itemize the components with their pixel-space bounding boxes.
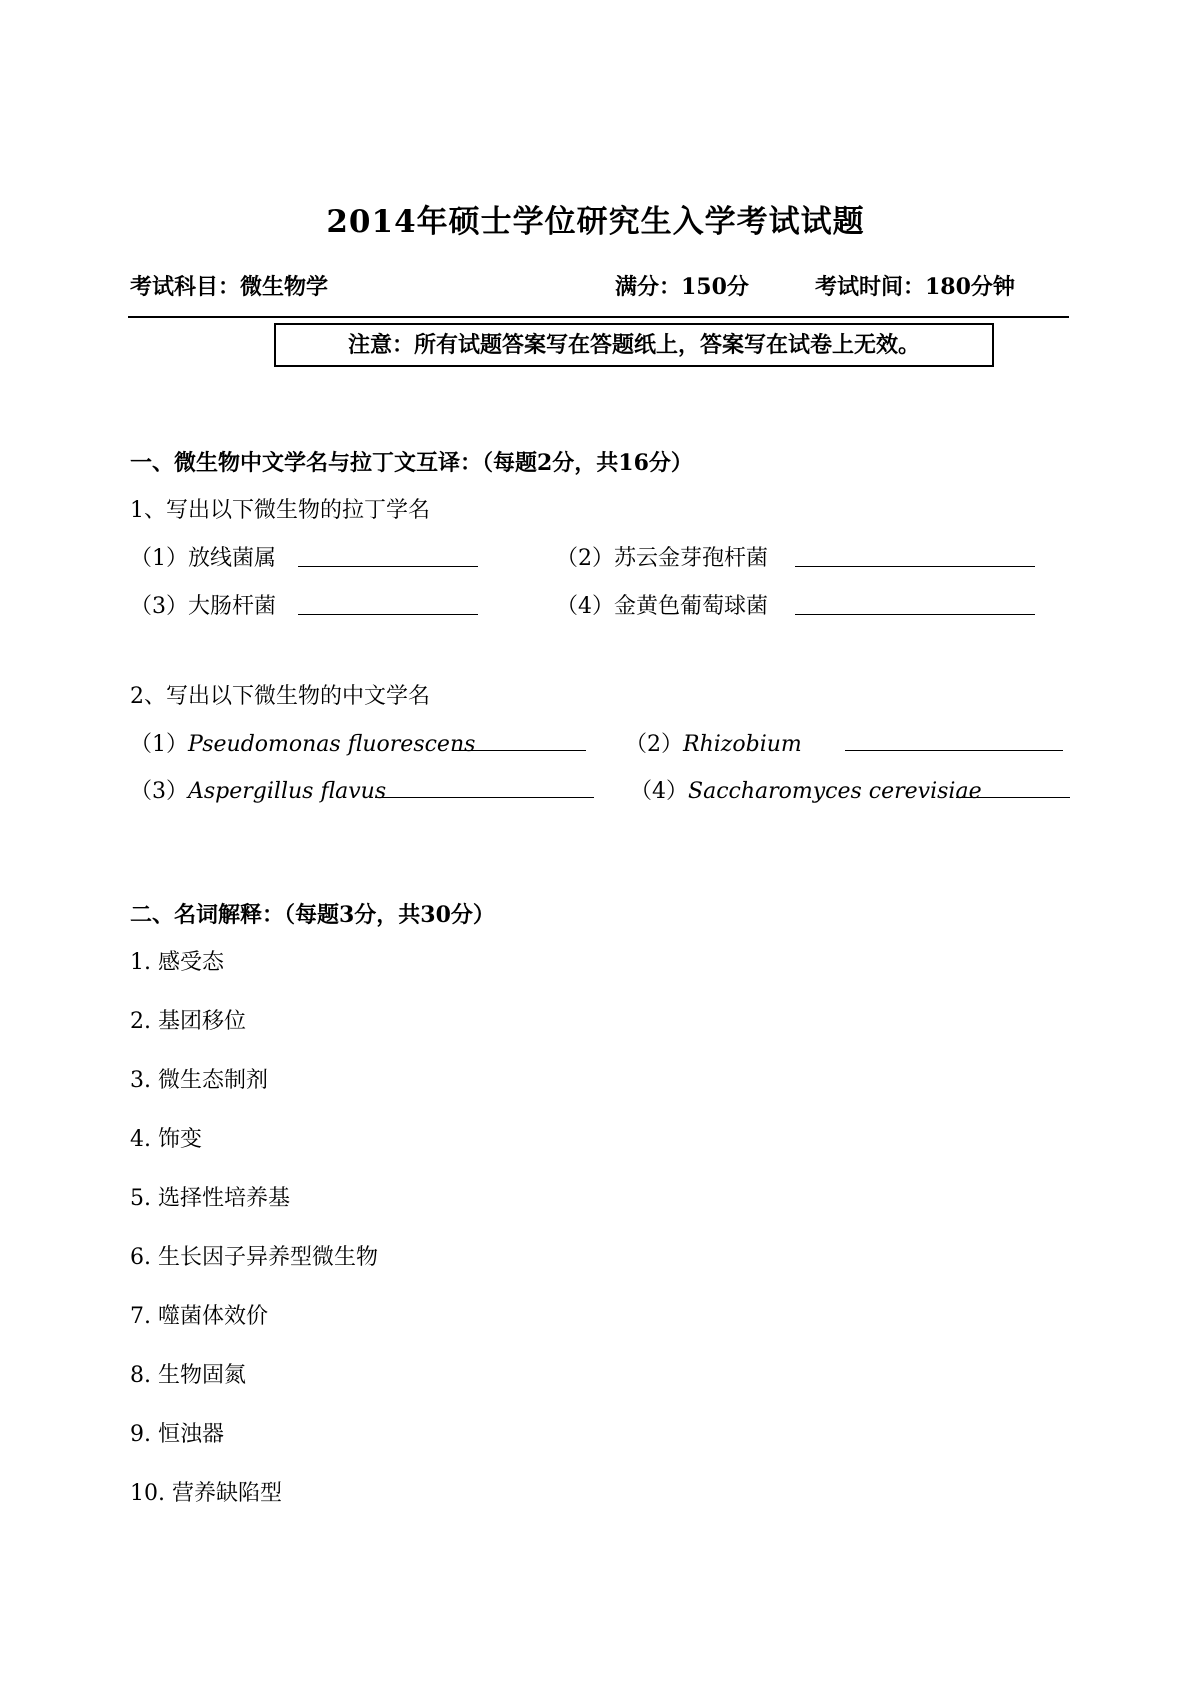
term-item: 5. 选择性培养基: [130, 1186, 290, 1211]
exam-info-row: [130, 270, 1070, 306]
part2-prompt: 2、写出以下微生物的中文学名: [130, 684, 430, 709]
term-item: 8. 生物固氮: [130, 1363, 246, 1388]
item-number: （4）: [630, 779, 688, 804]
answer-blank: [845, 750, 1063, 751]
part1-prompt: 1、写出以下微生物的拉丁学名: [130, 498, 430, 523]
term-item: 6. 生长因子异养型微生物: [130, 1245, 378, 1270]
section1-heading: 一、微生物中文学名与拉丁文互译：（每题2分，共16分）: [130, 450, 693, 476]
item-text: Saccharomyces cerevisiae: [688, 779, 982, 804]
term-item: 9. 恒浊器: [130, 1422, 224, 1447]
term-item: 1. 感受态: [130, 950, 224, 975]
part2-item-4: [630, 774, 982, 805]
answer-blank: [298, 614, 478, 615]
answer-blank: [298, 566, 478, 567]
exam-duration: 考试时间：180分钟: [815, 274, 1015, 300]
part1-item-1: [130, 541, 276, 572]
part2-item-1: [130, 727, 475, 758]
item-number: （3）: [130, 594, 188, 619]
item-number: （1）: [130, 732, 188, 757]
item-text: Aspergillus flavus: [188, 779, 387, 804]
answer-blank: [452, 750, 586, 751]
item-text: Pseudomonas fluorescens: [188, 732, 476, 757]
item-number: （2）: [625, 732, 683, 757]
exam-title: 2014年硕士学位研究生入学考试试题: [326, 204, 865, 240]
part1-item-4: [556, 589, 768, 620]
answer-blank: [795, 614, 1035, 615]
item-number: （2）: [556, 546, 614, 571]
item-number: （3）: [130, 779, 188, 804]
notice-box: 注意：所有试题答案写在答题纸上，答案写在试卷上无效。: [274, 323, 994, 367]
term-item: 3. 微生态制剂: [130, 1068, 268, 1093]
section2-heading: 二、名词解释：（每题3分，共30分）: [130, 902, 495, 928]
part1-item-2: [556, 541, 768, 572]
term-item: 10. 营养缺陷型: [130, 1481, 282, 1506]
term-item: 2. 基团移位: [130, 1009, 246, 1034]
item-text: 大肠杆菌: [188, 594, 277, 619]
item-number: （1）: [130, 546, 188, 571]
item-text: Rhizobium: [683, 732, 802, 757]
answer-blank: [375, 797, 594, 798]
exam-subject: 考试科目：微生物学: [130, 274, 329, 300]
answer-blank: [795, 566, 1035, 567]
part2-item-2: [625, 727, 802, 758]
item-number: （4）: [556, 594, 614, 619]
part2-item-3: [130, 774, 386, 805]
answer-blank: [956, 797, 1070, 798]
term-item: 4. 饰变: [130, 1127, 202, 1152]
term-item: 7. 噬菌体效价: [130, 1304, 268, 1329]
item-text: 放线菌属: [188, 546, 277, 571]
part1-item-3: [130, 589, 276, 620]
exam-full-score: 满分：150分: [615, 274, 749, 300]
item-text: 金黄色葡萄球菌: [614, 594, 769, 619]
item-text: 苏云金芽孢杆菌: [614, 546, 769, 571]
header-divider: [128, 316, 1069, 318]
